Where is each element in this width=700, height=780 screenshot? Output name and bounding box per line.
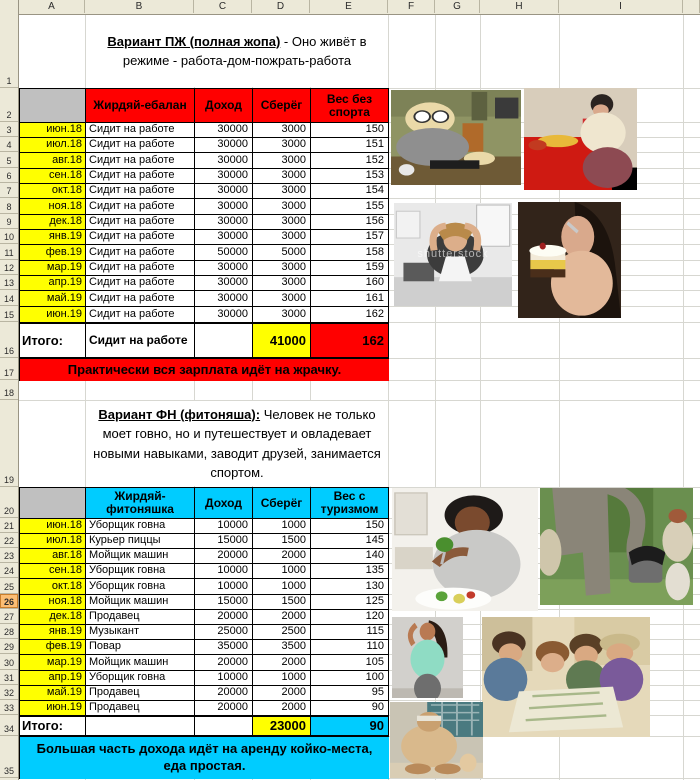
cell-d14[interactable]: 3000	[253, 291, 311, 307]
cell-c33[interactable]: 20000	[195, 701, 253, 716]
table-row	[20, 519, 389, 534]
table-row	[20, 534, 389, 549]
cell-e16-total-weight[interactable]: 162	[311, 323, 389, 359]
table-row	[20, 199, 389, 215]
cell-d32[interactable]: 2000	[253, 686, 311, 701]
row-header-14[interactable]: 14	[0, 290, 18, 306]
cell-e4[interactable]: 151	[311, 138, 389, 153]
cell-a10[interactable]: янв.19	[20, 230, 86, 245]
cell-e6[interactable]: 153	[311, 169, 389, 184]
cell-b4[interactable]: Сидит на работе	[86, 138, 195, 153]
cell-a5[interactable]: авг.18	[20, 153, 86, 169]
col-header-F[interactable]: F	[388, 0, 435, 13]
cell-d21[interactable]: 1000	[253, 519, 311, 534]
cell-c28[interactable]: 25000	[195, 625, 253, 640]
cell-c9[interactable]: 30000	[195, 215, 253, 230]
row-header-strip	[0, 0, 19, 780]
cell-d8[interactable]: 3000	[253, 199, 311, 215]
cell-a11[interactable]: фев.19	[20, 245, 86, 261]
cell-b10[interactable]: Сидит на работе	[86, 230, 195, 245]
table-row	[20, 579, 389, 595]
cell-c34-empty[interactable]	[195, 716, 253, 737]
cell-b23[interactable]: Мойщик машин	[86, 549, 195, 564]
col-header-I[interactable]: I	[559, 0, 683, 13]
cell-b5[interactable]: Сидит на работе	[86, 153, 195, 169]
cell-b2-header[interactable]: Жирдяй-ебалан	[86, 89, 195, 123]
cell-c5[interactable]: 30000	[195, 153, 253, 169]
cell-b31[interactable]: Уборщик говна	[86, 671, 195, 686]
cell-a4[interactable]: июл.18	[20, 138, 86, 153]
cell-b8[interactable]: Сидит на работе	[86, 199, 195, 215]
cell-e22[interactable]: 145	[311, 534, 389, 549]
cell-d7[interactable]: 3000	[253, 184, 311, 199]
table-row	[20, 261, 389, 276]
cell-e12[interactable]: 159	[311, 261, 389, 276]
row-header-35[interactable]: 35	[0, 736, 18, 778]
cell-b32[interactable]: Продавец	[86, 686, 195, 701]
row-header-24[interactable]: 24	[0, 563, 18, 578]
photo-stressed-woman-desk[interactable]	[394, 203, 512, 306]
gridline-vertical	[683, 14, 684, 780]
cell-c20-header[interactable]: Доход	[195, 488, 253, 519]
cell-b25[interactable]: Уборщик говна	[86, 579, 195, 595]
cell-b28[interactable]: Музыкант	[86, 625, 195, 640]
cell-a14[interactable]: май.19	[20, 291, 86, 307]
cell-b12[interactable]: Сидит на работе	[86, 261, 195, 276]
cell-e7[interactable]: 154	[311, 184, 389, 199]
cell-d15[interactable]: 3000	[253, 307, 311, 323]
cell-b24[interactable]: Уборщик говна	[86, 564, 195, 579]
cell-e14[interactable]: 161	[311, 291, 389, 307]
cell-b6[interactable]: Сидит на работе	[86, 169, 195, 184]
row-header-34[interactable]: 34	[0, 715, 18, 736]
cell-c8[interactable]: 30000	[195, 199, 253, 215]
section2-title-rest: Человек не только моет говно, но и путешествует и овладевает новыми навыками, заводит друзей, занимается спортом.	[93, 406, 385, 480]
cell-a30[interactable]: мар.19	[20, 655, 86, 671]
table-row	[20, 169, 389, 184]
table-fn	[19, 487, 389, 779]
row-header-16[interactable]: 16	[0, 322, 18, 358]
table-row	[20, 686, 389, 701]
cell-d9[interactable]: 3000	[253, 215, 311, 230]
row-header-4[interactable]: 4	[0, 137, 18, 152]
table-row	[20, 138, 389, 153]
cell-d11[interactable]: 5000	[253, 245, 311, 261]
row-header-26[interactable]: 26	[0, 594, 18, 609]
cell-d31[interactable]: 1000	[253, 671, 311, 686]
photo-friends-with-map[interactable]	[482, 617, 650, 737]
cell-d12[interactable]: 3000	[253, 261, 311, 276]
table-row	[20, 245, 389, 261]
cell-e32[interactable]: 95	[311, 686, 389, 701]
cell-c16-empty[interactable]	[195, 323, 253, 359]
cell-e2-header[interactable]: Вес без спорта	[311, 89, 389, 123]
cell-e9[interactable]: 156	[311, 215, 389, 230]
photo-fat-woman-red-table[interactable]	[524, 88, 637, 190]
row-header-9[interactable]: 9	[0, 214, 18, 229]
photo-woman-fitness-top[interactable]	[392, 617, 463, 698]
cell-a16-total-label[interactable]: Итого:	[20, 323, 86, 359]
row-header-20[interactable]: 20	[0, 487, 18, 518]
cell-a20[interactable]	[20, 488, 86, 519]
photo-art	[524, 88, 637, 190]
row-header-22[interactable]: 22	[0, 533, 18, 548]
cell-e20-header[interactable]: Вес с туризмом	[311, 488, 389, 519]
cell-e31[interactable]: 100	[311, 671, 389, 686]
cell-e5[interactable]: 152	[311, 153, 389, 169]
cell-d20-header[interactable]: Сберёг	[253, 488, 311, 519]
cell-b7[interactable]: Сидит на работе	[86, 184, 195, 199]
row-header-13[interactable]: 13	[0, 275, 18, 290]
cell-a12[interactable]: мар.19	[20, 261, 86, 276]
table-row	[20, 671, 389, 686]
cell-d33[interactable]: 2000	[253, 701, 311, 716]
cell-d5[interactable]: 3000	[253, 153, 311, 169]
cell-b11[interactable]: Сидит на работе	[86, 245, 195, 261]
cell-c30[interactable]: 20000	[195, 655, 253, 671]
cell-a21[interactable]: июн.18	[20, 519, 86, 534]
cell-e10[interactable]: 157	[311, 230, 389, 245]
cell-c31[interactable]: 10000	[195, 671, 253, 686]
photo-woman-eating-salad[interactable]	[392, 488, 538, 611]
row-header-33[interactable]: 33	[0, 700, 18, 715]
table-row	[20, 276, 389, 291]
table-row	[20, 610, 389, 625]
cell-e30[interactable]: 105	[311, 655, 389, 671]
cell-b27[interactable]: Продавец	[86, 610, 195, 625]
cell-d22[interactable]: 1500	[253, 534, 311, 549]
section1-title-bold: Вариант ПЖ (полная жопа)	[107, 33, 281, 49]
col-header-H[interactable]: H	[480, 0, 559, 13]
cell-d16-total-saved[interactable]: 41000	[253, 323, 311, 359]
cell-c6[interactable]: 30000	[195, 169, 253, 184]
photo-art	[540, 488, 693, 605]
table-pzh-total-row	[20, 323, 389, 359]
cell-d28[interactable]: 2500	[253, 625, 311, 640]
cell-d23[interactable]: 2000	[253, 549, 311, 564]
table-row	[20, 701, 389, 716]
row-header-15[interactable]: 15	[0, 306, 18, 322]
row-header-21[interactable]: 21	[0, 518, 18, 533]
section1-banner[interactable]: Практически вся зарплата идёт на жрачку.	[20, 359, 389, 381]
photo-art	[392, 488, 538, 611]
cell-c15[interactable]: 30000	[195, 307, 253, 323]
row-header-2[interactable]: 2	[0, 88, 18, 122]
table-row	[20, 640, 389, 655]
cell-c26[interactable]: 15000	[195, 595, 253, 610]
cell-a9[interactable]: дек.18	[20, 215, 86, 230]
cell-e34-total-weight[interactable]: 90	[311, 716, 389, 737]
table-row	[20, 564, 389, 579]
cell-e29[interactable]: 110	[311, 640, 389, 655]
row-header-30[interactable]: 30	[0, 654, 18, 670]
cell-c3[interactable]: 30000	[195, 123, 253, 138]
cell-c12[interactable]: 30000	[195, 261, 253, 276]
cell-c7[interactable]: 30000	[195, 184, 253, 199]
cell-c23[interactable]: 20000	[195, 549, 253, 564]
row-header-12[interactable]: 12	[0, 260, 18, 275]
cell-a24[interactable]: сен.18	[20, 564, 86, 579]
cell-e8[interactable]: 155	[311, 199, 389, 215]
row-header-11[interactable]: 11	[0, 244, 18, 260]
photo-fat-woman-eating-cake[interactable]	[518, 202, 621, 318]
table-row	[20, 184, 389, 199]
table-fn-total-row	[20, 716, 389, 737]
table-pzh-header-row	[20, 89, 389, 123]
cell-b16-total-job[interactable]: Сидит на работе	[86, 323, 195, 359]
row-header-32[interactable]: 32	[0, 685, 18, 700]
cell-c2-header[interactable]: Доход	[195, 89, 253, 123]
section1-title[interactable]	[86, 15, 388, 87]
cell-a23[interactable]: авг.18	[20, 549, 86, 564]
cell-d24[interactable]: 1000	[253, 564, 311, 579]
section2-title-bold: Вариант ФН (фитоняша):	[98, 406, 261, 422]
row-header-7[interactable]: 7	[0, 183, 18, 198]
table-row	[20, 230, 389, 245]
cell-b13[interactable]: Сидит на работе	[86, 276, 195, 291]
cell-a25[interactable]: окт.18	[20, 579, 86, 595]
row-header-19[interactable]: 19	[0, 400, 18, 487]
cell-d4[interactable]: 3000	[253, 138, 311, 153]
row-header-3[interactable]: 3	[0, 122, 18, 137]
table-fn-header-row	[20, 488, 389, 519]
cell-a22[interactable]: июл.18	[20, 534, 86, 549]
cell-e13[interactable]: 160	[311, 276, 389, 291]
row-header-27[interactable]: 27	[0, 609, 18, 624]
cell-d34-total-saved[interactable]: 23000	[253, 716, 311, 737]
row-header-25[interactable]: 25	[0, 578, 18, 594]
cell-a6[interactable]: сен.18	[20, 169, 86, 184]
cell-c24[interactable]: 10000	[195, 564, 253, 579]
cell-a26[interactable]: ноя.18	[20, 595, 86, 610]
cell-b15[interactable]: Сидит на работе	[86, 307, 195, 323]
cell-a32[interactable]: май.19	[20, 686, 86, 701]
cell-a27[interactable]: дек.18	[20, 610, 86, 625]
cell-d25[interactable]: 1000	[253, 579, 311, 595]
cell-d26[interactable]: 1500	[253, 595, 311, 610]
cell-c4[interactable]: 30000	[195, 138, 253, 153]
table-row	[20, 307, 389, 323]
table-row	[20, 153, 389, 169]
cell-c25[interactable]: 10000	[195, 579, 253, 595]
col-header-C[interactable]: C	[194, 0, 252, 13]
cell-e15[interactable]: 162	[311, 307, 389, 323]
cell-a28[interactable]: янв.19	[20, 625, 86, 640]
cell-b9[interactable]: Сидит на работе	[86, 215, 195, 230]
cell-b20-header[interactable]: Жирдяй-фитоняшка	[86, 488, 195, 519]
photo-art	[518, 202, 621, 318]
col-header-B[interactable]: B	[85, 0, 194, 13]
table-fn-body	[20, 519, 389, 716]
table-pzh-body	[20, 123, 389, 323]
photo-art	[392, 617, 463, 698]
cell-d29[interactable]: 3500	[253, 640, 311, 655]
row-header-6[interactable]: 6	[0, 168, 18, 183]
row-header-29[interactable]: 29	[0, 639, 18, 654]
photo-art	[391, 90, 521, 185]
cell-d2-header[interactable]: Сберёг	[253, 89, 311, 123]
column-header-strip	[0, 0, 700, 15]
cell-a31[interactable]: апр.19	[20, 671, 86, 686]
cell-a15[interactable]: июн.19	[20, 307, 86, 323]
cell-d27[interactable]: 2000	[253, 610, 311, 625]
cell-a7[interactable]: окт.18	[20, 184, 86, 199]
col-header-G[interactable]: G	[435, 0, 480, 13]
col-header-partial[interactable]	[683, 0, 700, 13]
cell-e11[interactable]: 158	[311, 245, 389, 261]
cell-e3[interactable]: 150	[311, 123, 389, 138]
photo-cartoon-fat-man-computer[interactable]	[391, 90, 521, 185]
cell-c27[interactable]: 20000	[195, 610, 253, 625]
row-header-28[interactable]: 28	[0, 624, 18, 639]
table-pzh	[19, 88, 389, 381]
section2-banner[interactable]: Большая часть дохода идёт на аренду койко-места, еда простая.	[20, 737, 389, 779]
cell-e27[interactable]: 120	[311, 610, 389, 625]
cell-e21[interactable]: 150	[311, 519, 389, 534]
row-header-8[interactable]: 8	[0, 198, 18, 214]
row-header-5[interactable]: 5	[0, 152, 18, 168]
cell-c11[interactable]: 50000	[195, 245, 253, 261]
table-row	[20, 123, 389, 138]
cell-c29[interactable]: 35000	[195, 640, 253, 655]
table-row	[20, 215, 389, 230]
cell-c22[interactable]: 15000	[195, 534, 253, 549]
cell-b22[interactable]: Курьер пиццы	[86, 534, 195, 549]
table-row	[20, 655, 389, 671]
photo-washing-elephant[interactable]	[540, 488, 693, 605]
cell-d6[interactable]: 3000	[253, 169, 311, 184]
cell-c21[interactable]: 10000	[195, 519, 253, 534]
cell-e28[interactable]: 115	[311, 625, 389, 640]
cell-a2[interactable]	[20, 89, 86, 123]
photo-watermark: shutterstock	[417, 248, 489, 261]
table-row	[20, 625, 389, 640]
row-header-10[interactable]: 10	[0, 229, 18, 244]
cell-e26[interactable]: 125	[311, 595, 389, 610]
cell-b33[interactable]: Продавец	[86, 701, 195, 716]
col-header-A[interactable]: A	[19, 0, 85, 13]
table-row	[20, 595, 389, 610]
row-header-31[interactable]: 31	[0, 670, 18, 685]
photo-art	[482, 617, 650, 737]
table-row	[20, 291, 389, 307]
photo-art	[390, 702, 483, 778]
col-header-D[interactable]: D	[252, 0, 310, 13]
cell-b21[interactable]: Уборщик говна	[86, 519, 195, 534]
photo-fat-man-gym[interactable]	[390, 702, 483, 778]
cell-c13[interactable]: 30000	[195, 276, 253, 291]
cell-a13[interactable]: апр.19	[20, 276, 86, 291]
cell-c14[interactable]: 30000	[195, 291, 253, 307]
cell-a29[interactable]: фев.19	[20, 640, 86, 655]
row-header-1[interactable]: 1	[0, 14, 18, 88]
cell-a33[interactable]: июн.19	[20, 701, 86, 716]
section2-title[interactable]	[86, 401, 388, 486]
cell-c10[interactable]: 30000	[195, 230, 253, 245]
cell-d13[interactable]: 3000	[253, 276, 311, 291]
row-header-17[interactable]: 17	[0, 358, 18, 380]
cell-a8[interactable]: ноя.18	[20, 199, 86, 215]
cell-d30[interactable]: 2000	[253, 655, 311, 671]
section1-title-rest: - Оно живёт в режиме - работа-дом-пожрать-работа	[122, 33, 371, 68]
cell-d3[interactable]: 3000	[253, 123, 311, 138]
cell-b29[interactable]: Повар	[86, 640, 195, 655]
row-header-18[interactable]: 18	[0, 380, 18, 400]
cell-b14[interactable]: Сидит на работе	[86, 291, 195, 307]
cell-e25[interactable]: 130	[311, 579, 389, 595]
cell-b3[interactable]: Сидит на работе	[86, 123, 195, 138]
cell-e23[interactable]: 140	[311, 549, 389, 564]
table-row	[20, 549, 389, 564]
cell-b34-empty[interactable]	[86, 716, 195, 737]
row-header-23[interactable]: 23	[0, 548, 18, 563]
cell-b30[interactable]: Мойщик машин	[86, 655, 195, 671]
cell-b26[interactable]: Мойщик машин	[86, 595, 195, 610]
cell-c32[interactable]: 20000	[195, 686, 253, 701]
cell-a3[interactable]: июн.18	[20, 123, 86, 138]
cell-d10[interactable]: 3000	[253, 230, 311, 245]
col-header-E[interactable]: E	[310, 0, 388, 13]
cell-e24[interactable]: 135	[311, 564, 389, 579]
cell-e33[interactable]: 90	[311, 701, 389, 716]
cell-a34-total-label[interactable]: Итого:	[20, 716, 86, 737]
